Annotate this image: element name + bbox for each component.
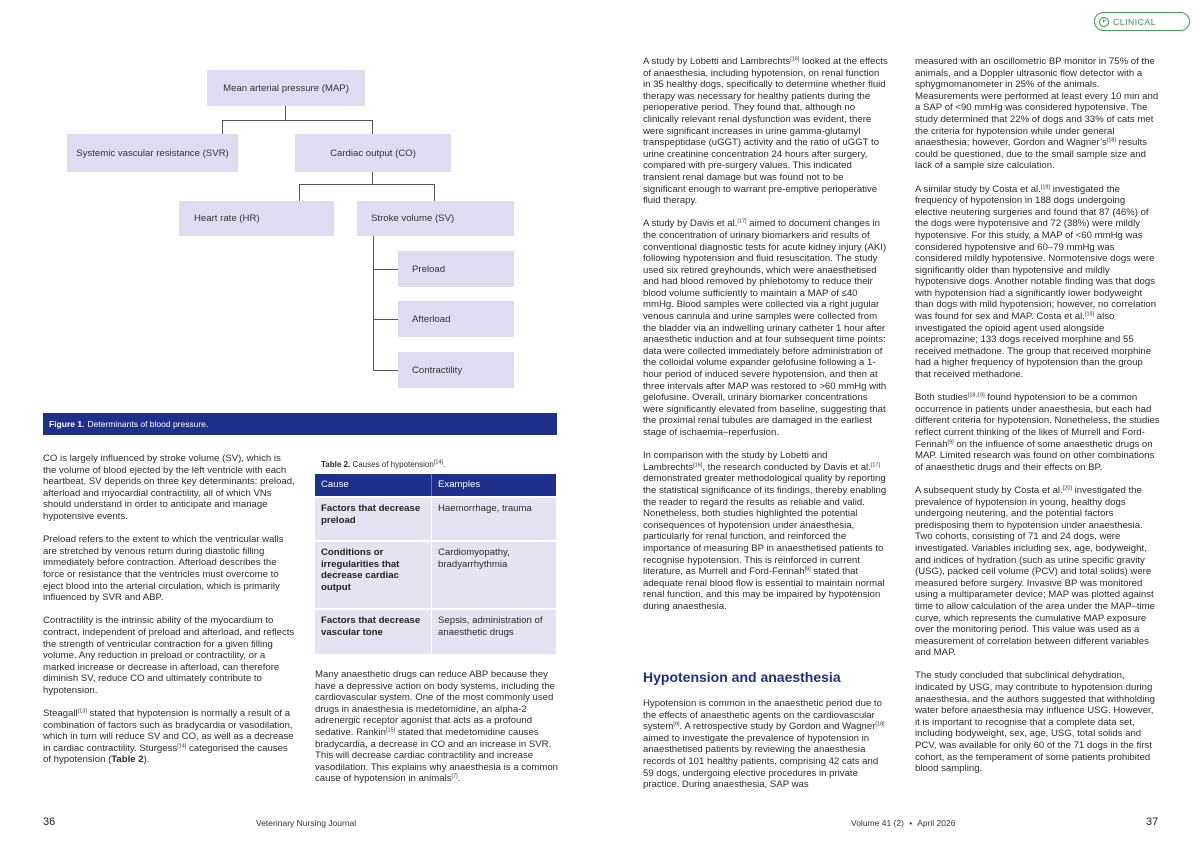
map-box xyxy=(207,70,365,106)
connector-line xyxy=(299,184,435,185)
causes-table xyxy=(315,474,556,654)
column-3 xyxy=(643,56,888,613)
column-2 xyxy=(315,669,559,785)
sv-label: Stroke volume (SV) xyxy=(371,213,455,224)
table-cell-examples: Sepsis, administration of anaesthetic drugs xyxy=(432,609,557,654)
svr-box xyxy=(67,134,238,172)
table-cell-examples: Haemorrhage, trauma xyxy=(432,497,557,541)
paragraph: Steagall[13] stated that hypotension is normally a result of a combination of factors such as bradycardia or vasodilation, which in turn will reduce SV and CO, as well as a decrease in cardiac contractility. Sturgess[14] categorised the causes of hypotension (Table 2). xyxy=(43,708,294,766)
clinical-label: CLINICAL xyxy=(1113,16,1157,27)
section-heading: Hypotension and anaesthesia xyxy=(643,669,841,685)
connector-line xyxy=(222,120,373,121)
journal-name: Veterinary Nursing Journal xyxy=(256,818,357,828)
paragraph: A subsequent study by Costa et al.[20] investigated the prevalence of hypotension in young, healthy dogs undergoing neutering, and the potential factors predisposing them to hypotension under anaesthesia. Two cohorts, consisting of 71 and 24 dogs, were investigated. Variables including sex, age, bodyweight, and indices of hydration (such as urine specific gravity (USG), packed cell volume (PCV) and total solids) were measured before surgery. Invasive BP was monitored using a multiparameter device; MAP was plotted against time to allow calculation of the area under the MAP–time curve, which represents the cumulative MAP exposure over the monitoring period. This value was used as a measurement of correlation between different variables and MAP. xyxy=(915,484,1155,659)
figure-caption-label: Figure 1. xyxy=(49,419,85,429)
table-header-row xyxy=(315,474,556,497)
afterload-label: Afterload xyxy=(412,313,451,325)
volume-text: Volume 41 (2) xyxy=(851,818,904,828)
table-caption-label: Table 2. xyxy=(321,460,351,469)
table-row xyxy=(315,541,556,609)
table-cell-examples: Cardiomyopathy, bradyarrhythmia xyxy=(432,541,557,609)
map-label: Mean arterial pressure (MAP) xyxy=(223,82,349,94)
hr-box xyxy=(179,201,334,236)
table-row xyxy=(315,609,556,654)
paragraph: Both studies[18,19] found hypotension to be a common occurrence in patients under anaesthesia, but each had different criteria for hypotension. Nonetheless, the studies reflect current thinking of the likes of Murrell and Ford-Fennah[9] on the influence of some anaesthetic drugs on MAP. Limited research was found on other combinations of anaesthetic drugs and their effects on BP. xyxy=(915,392,1160,473)
connector-line xyxy=(285,106,286,120)
connector-line xyxy=(372,172,373,184)
connector-line xyxy=(372,120,373,134)
column-4 xyxy=(915,56,1160,775)
paragraph: Many anaesthetic drugs can reduce ABP because they have a depressive action on body systems, including the cardiovascular system. One of the most commonly used drugs in anaesthesia is medetomidine, an alpha-2 adrenergic receptor agonist that acts as a profound sedative. Rankin[15] stated that medetomidine causes bradycardia, a decrease in CO and an increase in SVR. This will decrease cardiac contractility and increase vasodilation. This explains why anaesthesia is a common cause of hypotension in animals[7]. xyxy=(315,669,558,785)
paragraph: A similar study by Costa et al.[19] investigated the frequency of hypotension in 188 dogs undergoing elective neutering surgeries and found that 87 (46%) of the dogs were hypotensive and 72 (38%) were mildly hypotensive. For this study, a MAP of <60 mmHg was considered hypotensive and 60–79 mmHg was considered mildly hypotensive. Normotensive dogs were significantly older than hypotensive and mildly hypotensive dogs. Another notable finding was that dogs with hypotension had a significantly lower bodyweight than dogs with mild hypotension; however, no correlation was found for sex and MAP. Costa et al.[19] also investigated the opioid agent used alongside acepromazine; 133 dogs received morphine and 55 received methadone. The group that received morphine had a higher frequency of hypotension than the group that received methadone. xyxy=(915,183,1157,381)
table-cell-cause: Conditions or irregularities that decrease cardiac output xyxy=(315,541,432,609)
table-row xyxy=(315,497,556,541)
separator-bullet: • xyxy=(909,818,913,828)
afterload-box xyxy=(398,301,514,337)
table-header-examples: Examples xyxy=(432,474,557,497)
paragraph: The study concluded that subclinical dehydration, indicated by USG, may contribute to hypotension during anaesthesia, and the authors suggested that withholding water before anaesthesia may influence USG. However, it is important to recognise that a complete data set, including bodyweight, sex, age, USG, total solids and PCV, was available for only 60 of the 71 dogs in the first cohort, as the temperament of some patients prohibited blood sampling. xyxy=(915,670,1156,775)
figure-caption xyxy=(43,413,557,435)
paragraph: Contractility is the intrinsic ability of the myocardium to contract, independent of preload and afterload, and reflects the strength of ventricular contraction for a given filling volume. Any reduction in preload or contractility, or a marked increase or decrease in afterload, can therefore diminish SV, reduce CO and ultimately contribute to hypotension. xyxy=(43,615,295,696)
connector-line xyxy=(373,319,398,320)
right-page-number: 37 xyxy=(1146,816,1159,828)
sv-box xyxy=(357,201,514,236)
figure-caption-text: Determinants of blood pressure. xyxy=(87,419,209,429)
preload-box xyxy=(398,251,514,287)
paragraph: A study by Lobetti and Lambrechts[16] looked at the effects of anaesthesia, including hypotension, on renal function in 35 healthy dogs, specifically to determine whether fluid therapy was necessary for healthy patients during the perioperative period. They found that, although no clinically relevant renal dysfunction was evident, there were significant increases in urine gamma-glutamyl transpeptidase (uGGT) activity and the ratio of uGGT to urine creatinine concentration 24 hours after surgery, compared with pre-surgery values. This indicated transient renal damage but was found not to be significant enough to warrant pre-emptive perioperative fluid therapy. xyxy=(643,56,888,207)
left-page-number: 36 xyxy=(43,816,56,828)
svr-label: Systemic vascular resistance (SVR) xyxy=(76,147,229,159)
paragraph: A study by Davis et al.[17] aimed to document changes in the concentration of urinary biomarkers and results of conventional diagnostic tests for acute kidney injury (AKI) following hypotension and fluid resuscitation. The study used six retired greyhounds, which were anaesthetised and had blood removed by phlebotomy to reduce their blood volume sufficiently to maintain a MAP of ≤40 mmHg. Blood samples were collected via a right jugular venous cannula and urine samples were collected from the bladder via an indwelling urinary catheter 1 hour after anaesthetic induction and at four subsequent time points: data were collected immediately before administration of the colloidal volume expander gelofusine following a 1-hour period of induced severe hypotension, and then at three intervals after MAP was restored to >60 mmHg with gelofusine. Overall, urinary biomarker concentrations were significantly elevated from baseline, suggesting that the proximal renal tubules are damaged in the earliest stage of ischaemia–reperfusion. xyxy=(643,218,887,438)
clinical-tag xyxy=(1094,12,1190,31)
preload-label: Preload xyxy=(412,263,446,275)
plus-circle-icon: + xyxy=(1099,17,1109,27)
connector-line xyxy=(373,370,398,371)
issue-info xyxy=(851,818,955,828)
connector-line xyxy=(373,236,374,371)
table-caption: Table 2. Causes of hypotension[14]. xyxy=(321,459,446,469)
co-label: Cardiac output (CO) xyxy=(330,147,416,159)
paragraph: In comparison with the study by Lobetti and Lambrechts[16], the research conducted by Davis et al.[17] demonstrated greater methodological quality by reporting the statistical significance of its findings, thereby enabling the reader to regard the results as reliable and valid. Nonetheless, both studies highlighted the potential consequences of hypotension under anaesthesia, particularly for renal function, and reinforced the importance of measuring BP in anaesthetised patients to recognise hypotension. This is reinforced in current literature, as Murrell and Ford-Fennah[9] stated that adequate renal blood flow is essential to maintain normal renal function, and this may be impaired by hypotension during anaesthesia. xyxy=(643,450,887,612)
table-caption-text: Causes of hypotension xyxy=(352,460,434,469)
table-cell-cause: Factors that decrease preload xyxy=(315,497,432,541)
co-box xyxy=(295,134,451,172)
table-cell-cause: Factors that decrease vascular tone xyxy=(315,609,432,654)
table-header-cause: Cause xyxy=(315,474,432,497)
connector-line xyxy=(222,120,223,134)
column-1 xyxy=(43,453,295,766)
contractility-label: Contractility xyxy=(412,364,463,376)
date-text: April 2026 xyxy=(917,818,956,828)
paragraph: Preload refers to the extent to which the ventricular walls are stretched by venous return during diastolic filling immediately before contraction. Afterload describes the force or resistance that the ventricles must overcome to eject blood into the arterial circulation, which is primarily influenced by SVR and ABP. xyxy=(43,534,284,604)
connector-line xyxy=(299,184,300,201)
connector-line xyxy=(434,184,435,201)
paragraph: Hypotension is common in the anaesthetic period due to the effects of anaesthetic agents on the cardiovascular system[9]. A retrospective study by Gordon and Wagner[18] aimed to investigate the prevalence of hypotension in anaesthetised patients by reviewing the anaesthesia records of 101 healthy patients, comprising 42 cats and 59 dogs, undergoing elective procedures in private practice. During anaesthesia, SAP was xyxy=(643,698,885,791)
paragraph: measured with an oscillometric BP monitor in 75% of the animals, and a Doppler ultrasonic flow detector with a sphygmomanometer in 25% of the animals. Measurements were performed at least every 10 min and a SAP of <90 mmHg was considered hypotensive. The study determined that 22% of dogs and 33% of cats met the criteria for hypotension while under general anaesthesia; however, Gordon and Wagner’s[18] results could be questioned, due to the small sample size and lack of a sample size calculation. xyxy=(915,56,1159,172)
paragraph: CO is largely influenced by stroke volume (SV), which is the volume of blood ejected by the left ventricle with each heartbeat. SV depends on three key determinants: preload, afterload and myocardial contractility, all of which VNs should understand in order to anticipate and manage hypotensive events. xyxy=(43,453,295,522)
contractility-box xyxy=(398,352,514,388)
column-3-lower xyxy=(643,698,888,791)
hr-label: Heart rate (HR) xyxy=(194,213,260,224)
connector-line xyxy=(373,269,398,270)
